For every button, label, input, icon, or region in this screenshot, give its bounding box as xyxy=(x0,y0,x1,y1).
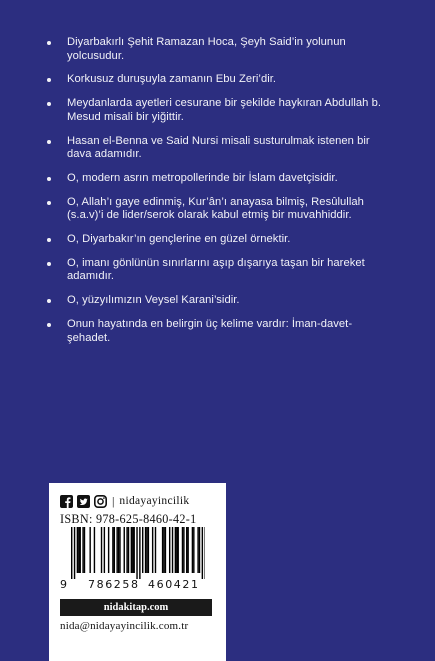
barcode-bar xyxy=(148,527,149,573)
barcode-bar xyxy=(139,527,140,579)
barcode-bar xyxy=(152,527,153,573)
barcode-bar xyxy=(193,527,194,573)
barcode-bar xyxy=(104,527,105,573)
barcode-bar xyxy=(176,527,177,573)
bullet-dot xyxy=(47,262,51,266)
barcode-bar xyxy=(197,527,198,573)
barcode-bar xyxy=(77,527,78,573)
list-item xyxy=(46,135,391,162)
barcode-bar xyxy=(146,527,147,573)
bullet-dot xyxy=(47,140,51,144)
barcode-bar xyxy=(112,527,113,573)
bullet-text: Korkusuz duruşuyla zamanın Ebu Zeri’dir. xyxy=(67,73,277,86)
bullet-dot xyxy=(47,177,51,181)
barcode-bar xyxy=(165,527,166,573)
barcode-bar xyxy=(172,527,173,573)
barcode-bar xyxy=(186,527,187,573)
barcode-bar xyxy=(71,527,72,579)
list-item xyxy=(46,73,391,87)
barcode-bar xyxy=(131,527,132,573)
bullet-text: Diyarbakırlı Şehit Ramazan Hoca, Şeyh Said’in yolunun yolcusudur. xyxy=(67,36,346,62)
barcode-bar xyxy=(116,527,117,573)
barcode-bar xyxy=(74,527,75,579)
ean-digit-prefix: 9 xyxy=(60,578,67,591)
barcode-bar xyxy=(89,527,90,573)
ean-digit-group: 786258 xyxy=(88,578,140,591)
barcode-bar xyxy=(128,527,129,573)
bullet-dot xyxy=(47,201,51,205)
instagram-icon xyxy=(94,495,107,508)
bullet-text: Hasan el-Benna ve Said Nursi misali susturulmak istenen bir dava adamıdır. xyxy=(67,134,370,161)
bullet-text: O, Diyarbakır’ın gençlerine en güzel örnektir. xyxy=(67,233,291,246)
barcode xyxy=(71,527,205,579)
barcode-bar xyxy=(182,527,183,573)
ean-digit-group: 460421 xyxy=(148,578,200,591)
bullet-text: O, Allah’ı gaye edinmiş, Kur’ân’ı anayasa bilmiş, Resûlullah (s.a.v)’i de lider/serok olarak kabul etmiş bir muvahhiddir. xyxy=(67,195,364,222)
barcode-bar xyxy=(101,527,102,573)
list-item xyxy=(46,97,391,124)
list-item xyxy=(46,196,391,223)
barcode-bar xyxy=(163,527,164,573)
list-item xyxy=(46,318,391,345)
email: nida@nidayayincilik.com.tr xyxy=(60,620,189,632)
barcode-bar xyxy=(183,527,184,573)
list-item xyxy=(46,294,391,308)
barcode-bar xyxy=(162,527,163,573)
barcode-bar xyxy=(124,527,125,573)
twitter-icon xyxy=(77,495,90,508)
barcode-bar xyxy=(178,527,179,573)
barcode-bar xyxy=(119,527,120,573)
bullet-text: Onun hayatında en belirgin üç kelime vardır: İman-davet-şehadet. xyxy=(67,318,353,344)
bullet-text: O, yüzyılımızın Veysel Karani’sidir. xyxy=(67,294,240,307)
barcode-bar xyxy=(82,527,83,573)
list-item xyxy=(46,172,391,186)
barcode-bar xyxy=(80,527,81,573)
barcode-bar xyxy=(78,527,79,573)
barcode-bar xyxy=(132,527,133,573)
barcode-bar xyxy=(202,527,203,579)
isbn: ISBN: 978-625-8460-42-1 xyxy=(60,512,197,526)
barcode-bar xyxy=(199,527,200,573)
bullet-text: Meydanlarda ayetleri cesurane bir şekilde haykıran Abdullah b. Mesud misali bir yiğittir. xyxy=(67,97,382,123)
barcode-bar xyxy=(114,527,115,573)
bullet-text: O, modern asrın metropollerinde bir İslam davetçisidir. xyxy=(67,171,338,184)
facebook-icon xyxy=(60,495,73,508)
bullet-dot xyxy=(47,299,51,303)
bullet-dot xyxy=(47,41,51,45)
barcode-bar xyxy=(192,527,193,573)
list-item xyxy=(46,233,391,247)
list-item xyxy=(46,36,391,63)
barcode-bar xyxy=(204,527,205,579)
bullet-text: O, imanı gönlünün sınırlarını aşıp dışarıya taşan bir hareket adamıdır. xyxy=(67,256,365,283)
bullet-dot xyxy=(47,323,51,327)
barcode-bar xyxy=(126,527,127,573)
social-row xyxy=(60,493,189,509)
bullet-dot xyxy=(47,102,51,106)
barcode-bar xyxy=(94,527,95,573)
separator: | xyxy=(112,493,115,508)
barcode-bar xyxy=(133,527,134,573)
barcode-bar xyxy=(155,527,156,573)
barcode-bar xyxy=(108,527,109,573)
barcode-bar xyxy=(84,527,85,573)
list-item xyxy=(46,257,391,284)
barcode-bar xyxy=(175,527,176,573)
website-label: nidayayincilik xyxy=(119,495,190,507)
barcode-bar xyxy=(169,527,170,573)
bullet-dot xyxy=(47,78,51,82)
barcode-bar xyxy=(118,527,119,573)
barcode-bar xyxy=(136,527,137,579)
barcode-bar xyxy=(187,527,188,573)
barcode-box xyxy=(49,483,226,661)
barcode-bar xyxy=(142,527,143,573)
bullet-dot xyxy=(47,238,51,242)
website-banner: nidakitap.com xyxy=(60,599,212,616)
bullet-list xyxy=(46,36,391,355)
barcode-bar xyxy=(145,527,146,573)
